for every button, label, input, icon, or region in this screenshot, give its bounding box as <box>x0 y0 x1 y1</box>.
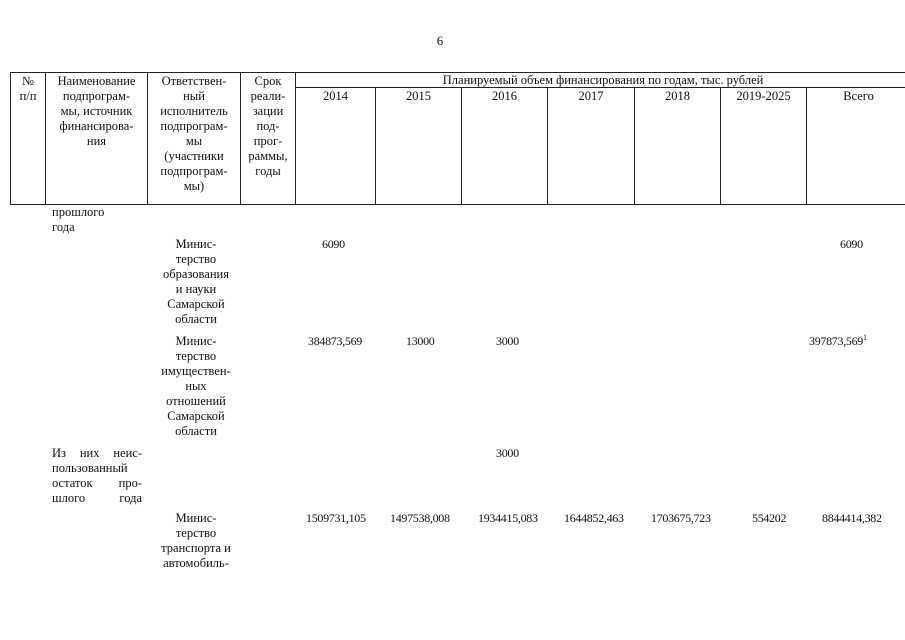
header-col-executor: Ответствен- ный исполнитель подпрограм- мы (участники подпрограм- мы) <box>148 73 241 205</box>
header-year-2016: 2016 <box>462 88 548 205</box>
funding-table-header <box>10 72 905 205</box>
row4-value-2017: 1644852,463 <box>564 511 624 525</box>
continued-name-text: прошлого года <box>52 205 105 234</box>
row3-value-2016: 3000 <box>496 446 519 460</box>
row2-value-2014: 384873,569 <box>308 334 363 348</box>
row2-value-2016: 3000 <box>496 334 519 348</box>
row4-value-2019-2025: 554202 <box>752 511 787 525</box>
header-col-name: Наименование подпрограм- мы, источник финансирова- ния <box>46 73 148 205</box>
row3-name: Из них неис- пользованный остаток про- шлого года <box>52 446 142 505</box>
row1-value-2014: 6090 <box>322 237 345 251</box>
row2-value-total: 397873,569$^1$ <box>809 333 867 348</box>
header-funding-title: Планируемый объем финансирования по годам, тыс. рублей <box>296 73 905 88</box>
row2-executor: Минис- терство имуществен- ных отношений Самарской области <box>161 334 231 438</box>
header-year-2014: 2014 <box>296 88 376 205</box>
row4-value-2018: 1703675,723 <box>651 511 711 525</box>
header-year-2018: 2018 <box>635 88 721 205</box>
row1-value-total: 6090 <box>840 237 863 251</box>
row4-value-total: 8844414,382 <box>822 511 882 525</box>
header-col-no: № п/п <box>11 73 46 205</box>
row2-value-2015: 13000 <box>406 334 435 348</box>
header-total: Всего <box>807 88 905 205</box>
header-year-2019-2025: 2019-2025 <box>721 88 807 205</box>
row1-executor: Минис- терство образования и науки Самарской области <box>163 237 229 326</box>
header-year-2017: 2017 <box>548 88 635 205</box>
row4-value-2014: 1509731,105 <box>306 511 366 525</box>
row4-value-2015: 1497538,008 <box>390 511 450 525</box>
row4-executor: Минис- терство транспорта и автомобиль- <box>161 511 231 570</box>
row4-value-2016: 1934415,083 <box>478 511 538 525</box>
header-year-2015: 2015 <box>376 88 462 205</box>
page-number: 6 <box>436 33 444 48</box>
header-col-term: Срок реали- зации под- прог- раммы, годы <box>241 73 296 205</box>
footnote-marker: 1 <box>863 333 867 342</box>
